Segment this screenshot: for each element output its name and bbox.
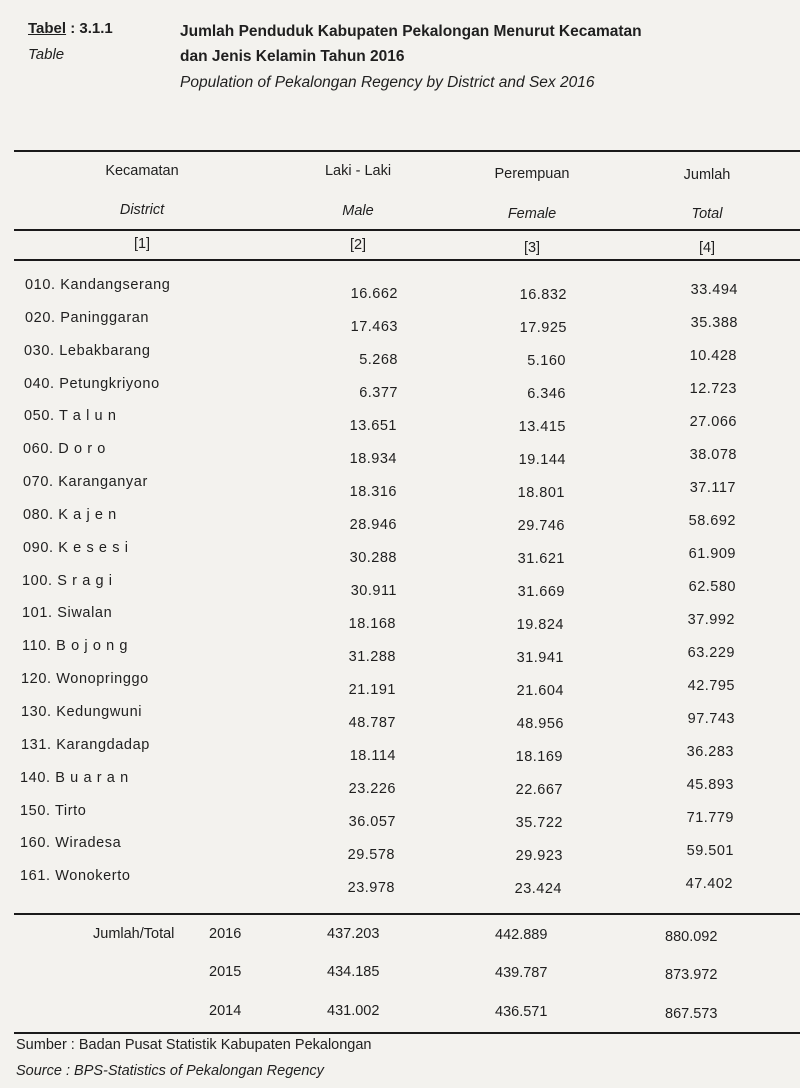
header-male-en: Male [342,203,374,219]
total-value: 45.893 [686,777,734,793]
header-district-num: [1] [133,236,151,252]
district-name: 100. S r a g i [22,573,113,589]
table-label-word: Tabel [28,20,67,37]
district-name: 161. Wonokerto [20,868,131,884]
total-value: 71.779 [686,810,734,826]
female-value: 35.722 [515,815,563,831]
female-value: 16.832 [519,287,567,303]
district-name: 140. B u a r a n [20,770,129,786]
header-female-id: Perempuan [494,166,570,182]
header-district-id: Kecamatan [105,163,179,179]
header-female-num: [3] [523,240,541,256]
male-value: 21.191 [348,682,396,698]
male-value: 23.226 [348,781,396,797]
header-district-en: District [119,202,165,218]
source-en: Source : BPS-Statistics of Pekalongan Regency [16,1063,324,1079]
table-top-rule [14,150,800,152]
district-name: 030. Lebakbarang [24,343,151,359]
female-value: 19.824 [516,617,564,633]
totals-total: 867.573 [665,1006,718,1022]
total-value: 35.388 [690,315,738,331]
district-name: 090. K e s e s i [23,540,129,556]
totals-total: 873.972 [665,967,718,983]
male-value: 30.911 [350,583,397,599]
totals-male: 431.002 [327,1003,380,1019]
header-rule [14,229,800,231]
female-value: 48.956 [516,716,564,732]
district-name: 060. D o r o [23,441,106,457]
district-name: 120. Wonopringgo [21,671,149,687]
table-bottom-rule [14,1032,800,1034]
totals-year: 2016 [209,926,242,942]
totals-female: 436.571 [495,1004,548,1020]
totals-female: 442.889 [495,927,548,943]
table-title-line2: dan Jenis Kelamin Tahun 2016 [180,48,405,65]
district-name: 131. Karangdadap [21,737,150,753]
total-value: 12.723 [689,381,737,397]
totals-year: 2014 [209,1003,242,1019]
totals-total: 880.092 [665,929,718,945]
table-number: : 3.1.1 [66,20,113,37]
female-value: 17.925 [519,320,567,336]
female-value: 13.415 [518,419,566,435]
male-value: 17.463 [350,319,398,335]
table-title-english: Population of Pekalongan Regency by District and Sex 2016 [180,74,595,91]
female-value: 31.621 [517,551,565,567]
totals-label: Jumlah/Total [93,926,175,942]
male-value: 48.787 [348,715,396,731]
header-female-en: Female [507,206,557,222]
total-value: 47.402 [685,876,733,892]
total-value: 37.992 [687,612,735,628]
table-label [28,20,113,37]
district-name: 040. Petungkriyono [24,376,160,392]
total-value: 27.066 [689,414,737,430]
total-value: 10.428 [689,348,737,364]
total-value: 42.795 [687,678,735,694]
totals-male: 434.185 [327,964,380,980]
source-id: Sumber : Badan Pusat Statistik Kabupaten Pekalongan [16,1037,372,1053]
header-male-num: [2] [349,237,367,253]
male-value: 29.578 [347,847,395,863]
district-name: 101. Siwalan [22,605,113,621]
male-value: 31.288 [348,649,396,665]
male-value: 23.978 [347,880,395,896]
district-name: 010. Kandangserang [25,277,171,293]
column-number-rule [14,259,800,261]
male-value: 18.934 [349,451,397,467]
header-total-num: [4] [698,240,716,256]
district-name: 130. Kedungwuni [21,704,143,720]
male-value: 16.662 [350,286,398,302]
district-name: 050. T a l u n [24,408,117,424]
female-value: 31.941 [516,650,564,666]
female-value: 18.801 [517,485,565,501]
district-name: 020. Paninggaran [25,310,150,326]
male-value: 5.268 [359,352,398,368]
female-value: 31.669 [517,584,565,600]
totals-male: 437.203 [327,926,380,942]
female-value: 5.160 [527,353,566,369]
female-value: 21.604 [516,683,564,699]
male-value: 18.168 [348,616,396,632]
male-value: 36.057 [348,814,396,830]
total-value: 33.494 [690,282,738,298]
total-value: 97.743 [687,711,735,727]
total-value: 61.909 [688,546,736,562]
female-value: 6.346 [527,386,566,402]
male-value: 18.114 [349,748,396,764]
female-value: 23.424 [514,881,562,897]
district-name: 070. Karanganyar [23,474,148,490]
male-value: 13.651 [349,418,397,434]
total-value: 38.078 [689,447,737,463]
header-male-id: Laki - Laki [324,163,392,179]
total-value: 63.229 [687,645,735,661]
male-value: 6.377 [359,385,398,401]
header-total-id: Jumlah [683,167,731,183]
totals-female: 439.787 [495,965,548,981]
total-value: 37.117 [689,480,736,496]
total-value: 59.501 [686,843,734,859]
male-value: 18.316 [349,484,397,500]
header-total-en: Total [691,206,723,222]
female-value: 19.144 [518,452,566,468]
district-name: 080. K a j e n [23,507,117,523]
total-value: 58.692 [688,513,736,529]
total-value: 36.283 [686,744,734,760]
district-name: 110. B o j o n g [22,638,129,654]
district-name: 160. Wiradesa [20,835,122,851]
total-value: 62.580 [688,579,736,595]
female-value: 18.169 [515,749,563,765]
totals-year: 2015 [209,964,242,980]
female-value: 29.746 [517,518,565,534]
table-title-line1: Jumlah Penduduk Kabupaten Pekalongan Menurut Kecamatan [180,23,642,40]
male-value: 30.288 [349,550,397,566]
female-value: 29.923 [515,848,563,864]
totals-rule [14,913,800,915]
district-name: 150. Tirto [20,803,87,819]
male-value: 28.946 [349,517,397,533]
female-value: 22.667 [515,782,563,798]
table-label-en: Table [28,46,65,63]
